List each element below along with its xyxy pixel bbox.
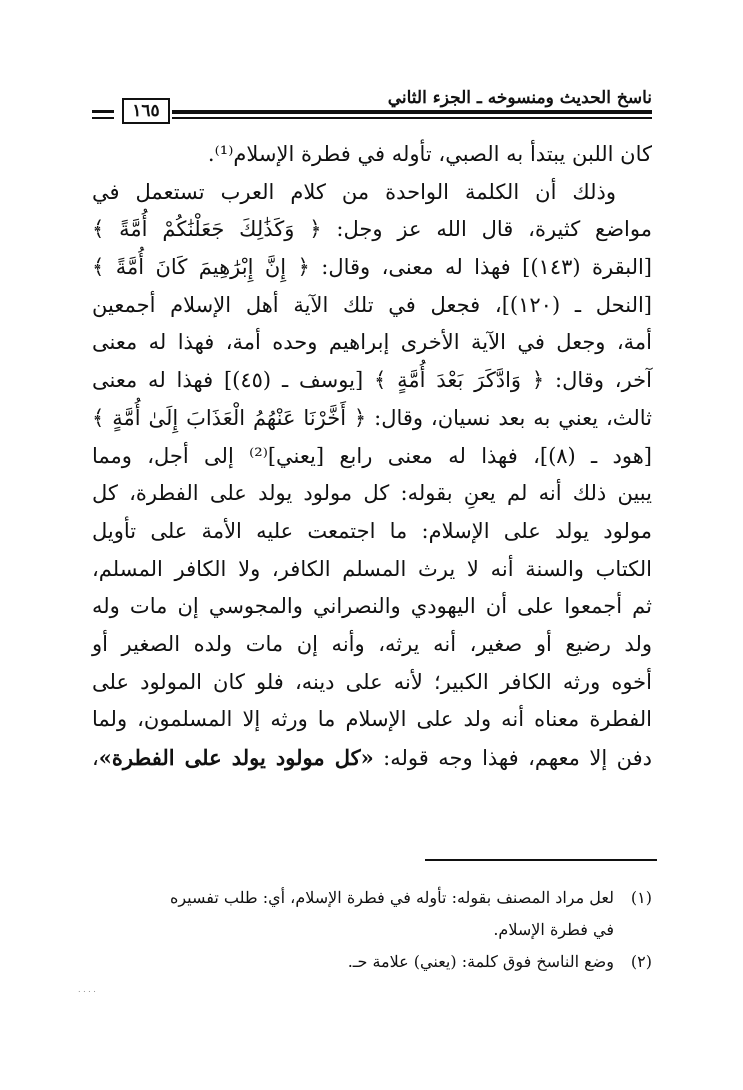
main-text: [92, 136, 652, 777]
header-rule-left-thin: [92, 117, 114, 119]
text-line: وذلك أن الكلمة الواحدة من كلام العرب تستعمل في: [92, 179, 616, 204]
footnote-1-continuation: في فطرة الإسلام.: [493, 920, 614, 939]
scan-speck: . . . .: [78, 985, 96, 994]
text-line: آخر، وقال: ﴿ وَادَّكَرَ بَعْدَ أُمَّةٍ ﴾ [يوسف ـ (٤٥)] فهذا له معنى: [92, 368, 652, 393]
hadith-quote: «كل مولود يولد على الفطرة»: [98, 745, 374, 770]
footnote-number: (١): [630, 888, 652, 907]
footnotes: [92, 882, 652, 978]
page-header: [92, 86, 652, 126]
running-title: ناسخ الحديث ومنسوخه ـ الجزء الثاني: [387, 88, 652, 108]
header-rule-thin: [172, 117, 652, 119]
text-line-last: [92, 739, 652, 777]
footnote-number: (٢): [630, 952, 652, 971]
text-line: [النحل ـ (١٢٠)]، فجعل في تلك الآية أهل الإسلام أجمعين: [92, 292, 653, 317]
text-line: ولد رضيع أو صغير، أنه يرثه، وأنه إن مات ولده الصغير أو: [92, 631, 652, 656]
text-line: الفطرة معناه أنه ولد على الإسلام ما ورثه إلا المسلمون، ولما: [92, 707, 652, 732]
footnote-text: وضع الناسخ فوق كلمة: (يعني) علامة حـ.: [347, 952, 614, 971]
text-line: الكتاب والسنة أنه لا يرث المسلم الكافر، ولا الكافر المسلم،: [92, 556, 652, 581]
text-line-end: ،: [92, 746, 99, 770]
footnote-separator: [425, 859, 657, 861]
text-line: مولود يولد على الإسلام: ما اجتمعت عليه الأمة على تأويل: [92, 518, 652, 543]
text-line: [البقرة (١٤٣)] فهذا له معنى، وقال: ﴿ إِنَّ إِبْرَٰهِيمَ كَانَ أُمَّةً ﴾: [92, 255, 652, 280]
text-line: [هود ـ (٨)]، فهذا له معنى رابع [يعني]⁽²⁾ إلى أجل، ومما: [92, 443, 652, 468]
text-line: ثم أجمعوا على أن اليهودي والنصراني والمجوسي إن مات وله: [92, 594, 652, 619]
text-line: أمة، وجعل في الآية الأخرى إبراهيم وحده أمة، فهذا له معنى: [92, 330, 652, 355]
text-line: مواضع كثيرة، قال الله عز وجل: ﴿ وَكَذَٰلِكَ جَعَلْنَٰكُمْ أُمَّةً ﴾: [92, 217, 652, 242]
text-line-start: دفن إلا معهم، فهذا وجه قوله:: [373, 746, 652, 770]
header-rule-thick: [172, 110, 652, 114]
footnote-1: [92, 882, 652, 914]
text-line: يبين ذلك أنه لم يعنِ بقوله: كل مولود يولد على الفطرة، كل: [92, 481, 652, 506]
text-line: كان اللبن يبتدأ به الصبي، تأوله في فطرة الإسلام⁽¹⁾.: [207, 142, 652, 166]
header-rule-left: [92, 110, 114, 113]
footnote-text: لعل مراد المصنف بقوله: تأوله في فطرة الإسلام، أي: طلب تفسيره: [169, 888, 614, 907]
text-line: ثالث، يعني به بعد نسيان، وقال: ﴿ أَخَّرْنَا عَنْهُمُ الْعَذَابَ إِلَىٰ أُمَّةٍ ﴾: [92, 405, 652, 430]
page-number: ١٦٥: [122, 98, 170, 124]
text-line: أخوه ورثه الكافر الكبير؛ لأنه على دينه، فلو كان المولود على: [92, 669, 652, 694]
footnote-2: [92, 946, 652, 978]
